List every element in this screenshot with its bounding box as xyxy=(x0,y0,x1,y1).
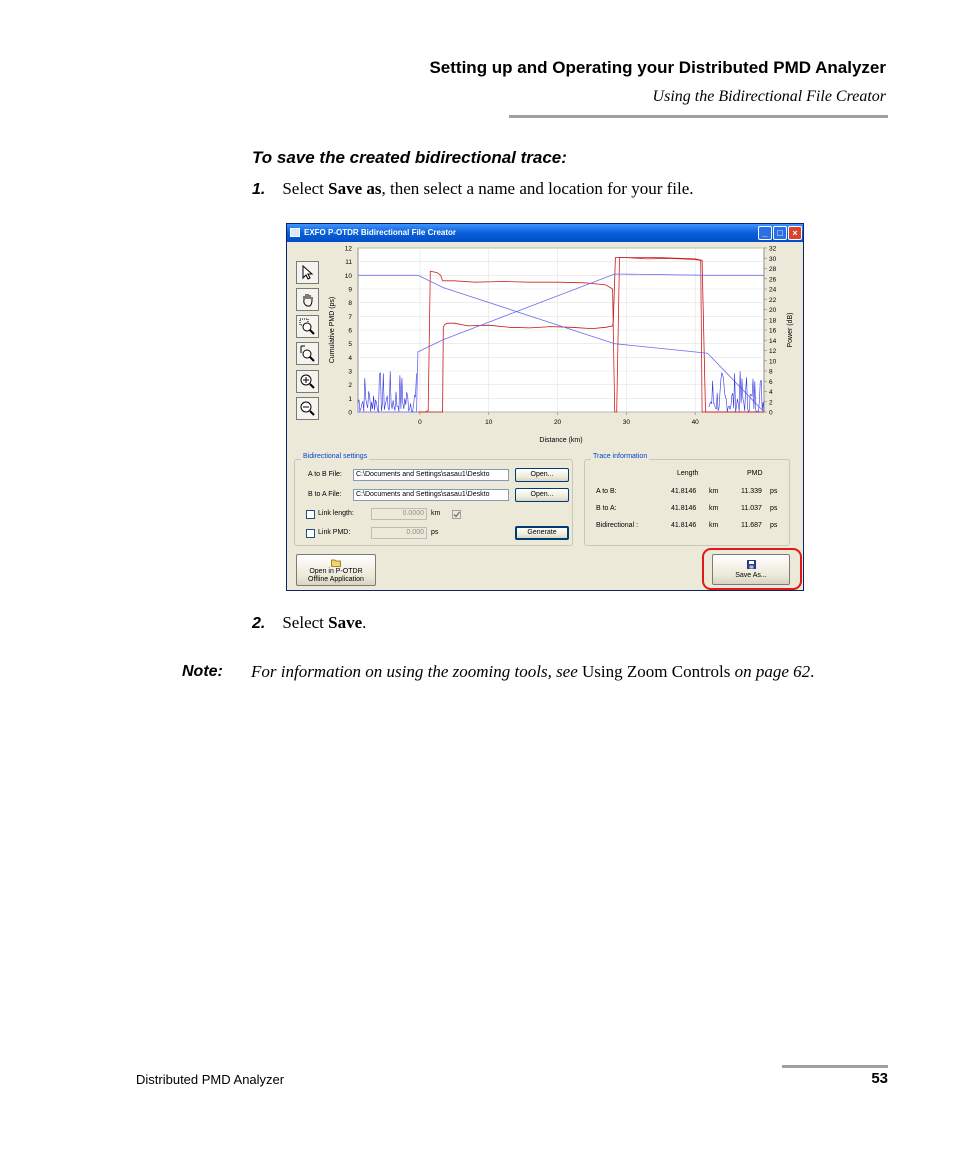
y-tick-label: 7 xyxy=(348,313,352,321)
length-column-header: Length xyxy=(677,470,699,477)
zoom-axis-tool-button[interactable] xyxy=(296,342,319,365)
step-2-post: . xyxy=(362,613,367,632)
zoom-in-icon xyxy=(299,373,316,390)
b-to-a-label: B to A File: xyxy=(308,491,342,498)
footer-product-name: Distributed PMD Analyzer xyxy=(136,1072,285,1087)
y-tick-label: 2 xyxy=(348,382,352,390)
procedure-heading: To save the created bidirectional trace: xyxy=(252,148,567,167)
y-tick-label: 6 xyxy=(348,327,352,335)
generate-button[interactable]: Generate xyxy=(515,526,569,540)
note-text xyxy=(251,660,876,683)
y2-tick-label: 6 xyxy=(769,378,773,386)
x-axis-label: Distance (km) xyxy=(539,437,583,444)
step-1-number: 1. xyxy=(252,181,266,198)
window-titlebar[interactable] xyxy=(287,224,803,242)
zoom-out-tool-button[interactable] xyxy=(296,397,319,420)
pmd-trace-chart xyxy=(321,242,803,452)
save-as-label: Save As... xyxy=(735,572,767,579)
select-tool-button[interactable] xyxy=(296,261,319,284)
note-text-2: on page 62 xyxy=(730,662,811,681)
link-length-unit: km xyxy=(431,510,441,517)
trace-row-pmd: 11.687 xyxy=(741,522,762,529)
pan-tool-button[interactable] xyxy=(296,288,319,311)
trace-row-length: 41.8146 xyxy=(671,522,697,529)
y2-axis-label: Power (dB) xyxy=(787,312,794,348)
trace-information-title: Trace information xyxy=(593,453,648,460)
link-length-checkbox[interactable] xyxy=(306,510,315,519)
x-tick-label: 30 xyxy=(622,419,630,426)
link-pmd-checkbox[interactable] xyxy=(306,529,315,538)
b-to-a-file-field[interactable]: C:\Documents and Settings\sasau1\Deskto xyxy=(353,489,509,501)
zoom-controls-link[interactable]: Using Zoom Controls xyxy=(582,662,731,681)
step-1-bold: Save as xyxy=(328,179,382,198)
trace-row-label: B to A: xyxy=(596,505,617,512)
y2-tick-label: 10 xyxy=(769,358,777,366)
trace-row-length-unit: km xyxy=(709,522,719,529)
y2-tick-label: 28 xyxy=(769,266,777,273)
link-pmd-unit: ps xyxy=(431,529,439,536)
zoom-axis-icon xyxy=(299,345,316,362)
y-tick-label: 4 xyxy=(348,354,352,362)
step-2-pre: Select xyxy=(282,613,329,632)
header-rule xyxy=(509,115,888,118)
window-title: EXFO P-OTDR Bidirectional File Creator xyxy=(304,228,457,237)
trace-row-length-unit: km xyxy=(709,488,719,495)
y2-tick-label: 18 xyxy=(769,317,777,325)
y2-tick-label: 22 xyxy=(769,296,777,304)
x-tick-label: 20 xyxy=(553,419,562,426)
y-tick-label: 12 xyxy=(344,245,352,253)
note-label: Note: xyxy=(182,663,223,680)
a-to-b-label: A to B File: xyxy=(308,471,342,478)
y-tick-label: 10 xyxy=(344,272,352,280)
y2-tick-label: 16 xyxy=(769,327,777,335)
link-length-label: Link length: xyxy=(318,510,354,517)
bidirectional-settings-group xyxy=(294,453,573,546)
check-icon xyxy=(452,510,461,519)
trace-row-pmd-unit: ps xyxy=(770,522,778,529)
y2-tick-label: 20 xyxy=(769,307,777,314)
footer-rule xyxy=(782,1065,888,1068)
step-1-pre: Select xyxy=(282,179,329,198)
folder-icon xyxy=(331,558,341,567)
trace-row-length: 41.8146 xyxy=(671,488,697,495)
pmd-column-header: PMD xyxy=(747,470,763,477)
trace-row-pmd: 11.037 xyxy=(741,505,762,512)
y-tick-label: 5 xyxy=(348,341,352,349)
trace-row-pmd: 11.339 xyxy=(741,488,762,495)
y2-tick-label: 4 xyxy=(769,389,773,396)
link-length-field[interactable]: 0.0000 xyxy=(371,508,427,520)
link-length-apply-checkbox[interactable] xyxy=(452,510,461,519)
trace-row-length-unit: km xyxy=(709,505,719,512)
y-tick-label: 8 xyxy=(348,300,352,308)
open-in-potdr-line1: Open in P-OTDR xyxy=(309,568,363,575)
step-1-post: , then select a name and location for your file. xyxy=(381,179,694,198)
y2-tick-label: 26 xyxy=(769,276,777,284)
close-button[interactable]: × xyxy=(788,226,802,240)
trace-row-pmd-unit: ps xyxy=(770,488,778,495)
note-text-1: For information on using the zooming tools, see xyxy=(251,662,583,681)
y2-tick-label: 32 xyxy=(769,245,777,253)
y2-tick-label: 12 xyxy=(769,348,777,355)
x-tick-label: 40 xyxy=(691,419,699,426)
open-in-potdr-line2: Offline Application xyxy=(308,576,364,583)
y2-tick-label: 14 xyxy=(769,337,777,345)
select-arrow-icon xyxy=(299,264,316,281)
y-tick-label: 1 xyxy=(348,395,352,403)
a-to-b-file-field[interactable]: C:\Documents and Settings\sasau1\Deskto xyxy=(353,469,509,481)
maximize-button[interactable]: □ xyxy=(773,226,787,240)
bidirectional-file-creator-window xyxy=(286,223,804,591)
trace-row-label: A to B: xyxy=(596,488,617,495)
link-pmd-field[interactable]: 0.000 xyxy=(371,527,427,539)
page-number: 53 xyxy=(871,1070,888,1087)
y-tick-label: 0 xyxy=(348,409,352,417)
running-header-title: Setting up and Operating your Distributed PMD Analyzer xyxy=(429,58,886,77)
y-axis-label: Cumulative PMD (ps) xyxy=(329,296,336,364)
y-tick-label: 11 xyxy=(345,259,352,267)
step-1 xyxy=(252,179,694,199)
open-in-potdr-button[interactable] xyxy=(296,554,376,586)
zoom-out-icon xyxy=(299,400,316,417)
zoom-in-tool-button[interactable] xyxy=(296,370,319,393)
save-as-highlight-callout xyxy=(702,548,802,590)
app-icon xyxy=(290,228,300,237)
link-pmd-label: Link PMD: xyxy=(318,529,351,536)
y2-tick-label: 24 xyxy=(769,286,777,294)
x-tick-label: 10 xyxy=(485,419,493,426)
trace-row-label: Bidirectional : xyxy=(596,522,639,529)
y-tick-label: 9 xyxy=(348,286,352,294)
trace-row-length: 41.8146 xyxy=(671,505,697,512)
y2-tick-label: 8 xyxy=(769,368,773,376)
y-tick-label: 3 xyxy=(348,368,352,376)
pan-hand-icon xyxy=(299,291,316,308)
running-header-subtitle: Using the Bidirectional File Creator xyxy=(652,88,886,105)
trace-row-pmd-unit: ps xyxy=(770,505,778,512)
minimize-button[interactable]: _ xyxy=(758,226,772,240)
zoom-area-tool-button[interactable] xyxy=(296,315,319,338)
note-text-3: . xyxy=(810,662,815,681)
y2-tick-label: 0 xyxy=(769,409,773,417)
y2-tick-label: 2 xyxy=(769,399,773,407)
x-tick-label: 0 xyxy=(418,419,422,426)
step-2-bold: Save xyxy=(328,613,363,632)
zoom-area-icon xyxy=(299,318,316,335)
open-b-to-a-button[interactable]: Open... xyxy=(515,488,569,502)
y2-tick-label: 30 xyxy=(769,255,777,263)
trace-information-group xyxy=(584,453,790,546)
bidirectional-settings-title: Bidirectional settings xyxy=(303,453,368,460)
step-2 xyxy=(252,613,366,633)
open-a-to-b-button[interactable]: Open... xyxy=(515,468,569,482)
step-2-number: 2. xyxy=(252,615,266,632)
